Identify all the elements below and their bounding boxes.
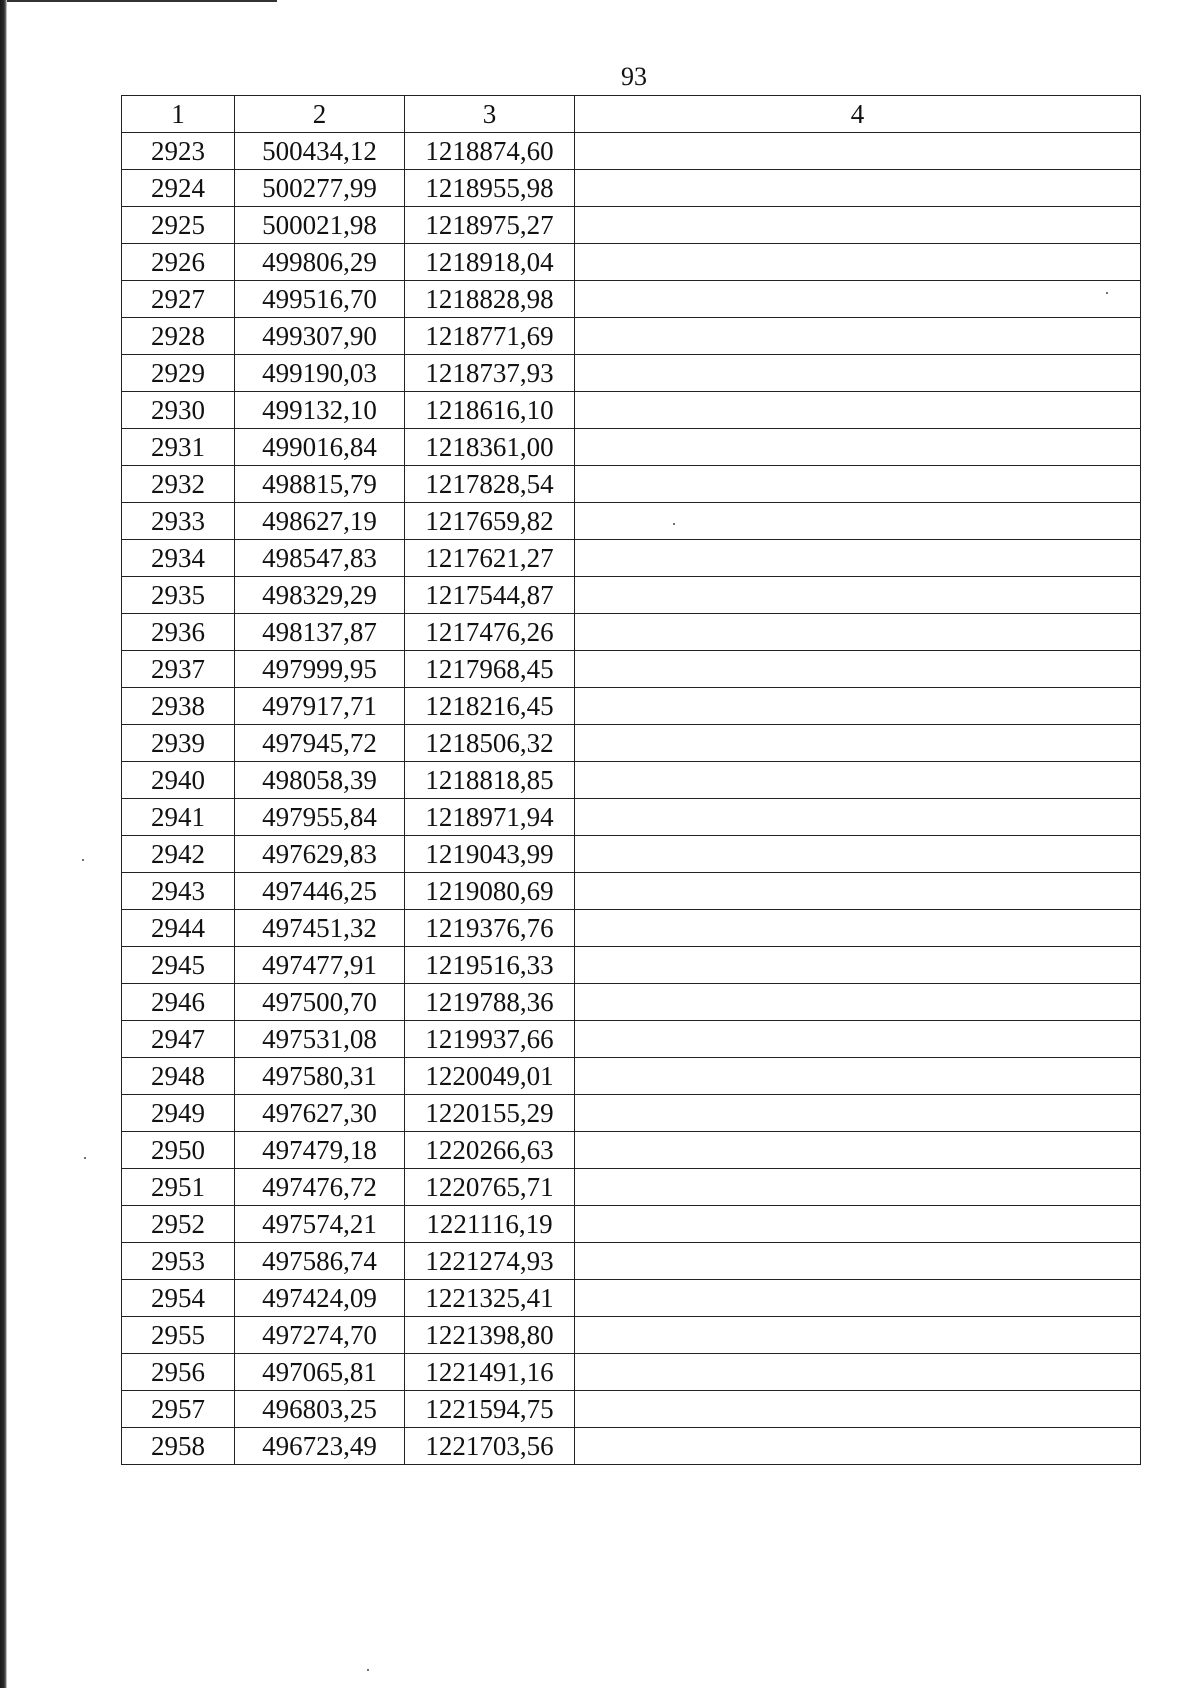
y-coordinate-cell: 1217828,54 (405, 466, 575, 503)
point-number-cell: 2942 (122, 836, 235, 873)
y-coordinate-cell: 1218818,85 (405, 762, 575, 799)
notes-cell (575, 1058, 1141, 1095)
y-coordinate-cell: 1221491,16 (405, 1354, 575, 1391)
scan-speck (1106, 292, 1108, 294)
y-coordinate-cell: 1221703,56 (405, 1428, 575, 1465)
point-number-cell: 2927 (122, 281, 235, 318)
notes-cell (575, 1095, 1141, 1132)
x-coordinate-cell: 499806,29 (235, 244, 405, 281)
x-coordinate-cell: 497580,31 (235, 1058, 405, 1095)
notes-cell (575, 984, 1141, 1021)
y-coordinate-cell: 1218918,04 (405, 244, 575, 281)
y-coordinate-cell: 1218828,98 (405, 281, 575, 318)
point-number-cell: 2933 (122, 503, 235, 540)
y-coordinate-cell: 1221116,19 (405, 1206, 575, 1243)
y-coordinate-cell: 1218874,60 (405, 133, 575, 170)
table-row (122, 392, 1141, 429)
point-number-cell: 2944 (122, 910, 235, 947)
table-row (122, 466, 1141, 503)
table-row (122, 1206, 1141, 1243)
notes-cell (575, 170, 1141, 207)
point-number-cell: 2943 (122, 873, 235, 910)
x-coordinate-cell: 497424,09 (235, 1280, 405, 1317)
notes-cell (575, 688, 1141, 725)
table-row (122, 170, 1141, 207)
y-coordinate-cell: 1217476,26 (405, 614, 575, 651)
notes-cell (575, 799, 1141, 836)
y-coordinate-cell: 1217968,45 (405, 651, 575, 688)
notes-cell (575, 873, 1141, 910)
y-coordinate-cell: 1220049,01 (405, 1058, 575, 1095)
point-number-cell: 2955 (122, 1317, 235, 1354)
x-coordinate-cell: 497955,84 (235, 799, 405, 836)
point-number-cell: 2954 (122, 1280, 235, 1317)
notes-cell (575, 1391, 1141, 1428)
scan-top-mark (7, 0, 277, 2)
table-row (122, 540, 1141, 577)
x-coordinate-cell: 499516,70 (235, 281, 405, 318)
x-coordinate-cell: 500021,98 (235, 207, 405, 244)
table-row (122, 762, 1141, 799)
point-number-cell: 2957 (122, 1391, 235, 1428)
notes-cell (575, 392, 1141, 429)
point-number-cell: 2939 (122, 725, 235, 762)
table-header-row (122, 96, 1141, 133)
scan-speck (367, 1669, 369, 1671)
y-coordinate-cell: 1221398,80 (405, 1317, 575, 1354)
y-coordinate-cell: 1218506,32 (405, 725, 575, 762)
notes-cell (575, 355, 1141, 392)
y-coordinate-cell: 1218361,00 (405, 429, 575, 466)
x-coordinate-cell: 497945,72 (235, 725, 405, 762)
table-row (122, 947, 1141, 984)
notes-cell (575, 1428, 1141, 1465)
table-row (122, 799, 1141, 836)
point-number-cell: 2956 (122, 1354, 235, 1391)
x-coordinate-cell: 497476,72 (235, 1169, 405, 1206)
y-coordinate-cell: 1218216,45 (405, 688, 575, 725)
y-coordinate-cell: 1220155,29 (405, 1095, 575, 1132)
y-coordinate-cell: 1219937,66 (405, 1021, 575, 1058)
point-number-cell: 2930 (122, 392, 235, 429)
point-number-cell: 2925 (122, 207, 235, 244)
point-number-cell: 2947 (122, 1021, 235, 1058)
table-row (122, 1354, 1141, 1391)
point-number-cell: 2950 (122, 1132, 235, 1169)
table-row (122, 1021, 1141, 1058)
table-row (122, 207, 1141, 244)
notes-cell (575, 910, 1141, 947)
notes-cell (575, 577, 1141, 614)
y-coordinate-cell: 1218971,94 (405, 799, 575, 836)
table-row (122, 836, 1141, 873)
point-number-cell: 2934 (122, 540, 235, 577)
y-coordinate-cell: 1220765,71 (405, 1169, 575, 1206)
notes-cell (575, 429, 1141, 466)
table-row (122, 429, 1141, 466)
x-coordinate-cell: 497451,32 (235, 910, 405, 947)
scan-speck (82, 859, 84, 861)
point-number-cell: 2926 (122, 244, 235, 281)
scan-speck (84, 1157, 86, 1159)
column-header-2: 2 (235, 96, 405, 133)
x-coordinate-cell: 497274,70 (235, 1317, 405, 1354)
table-row (122, 614, 1141, 651)
x-coordinate-cell: 498547,83 (235, 540, 405, 577)
y-coordinate-cell: 1221594,75 (405, 1391, 575, 1428)
notes-cell (575, 651, 1141, 688)
notes-cell (575, 1206, 1141, 1243)
point-number-cell: 2937 (122, 651, 235, 688)
x-coordinate-cell: 498058,39 (235, 762, 405, 799)
point-number-cell: 2951 (122, 1169, 235, 1206)
notes-cell (575, 244, 1141, 281)
notes-cell (575, 836, 1141, 873)
y-coordinate-cell: 1218737,93 (405, 355, 575, 392)
notes-cell (575, 318, 1141, 355)
table-row (122, 873, 1141, 910)
table-row (122, 133, 1141, 170)
table-row (122, 1317, 1141, 1354)
x-coordinate-cell: 496803,25 (235, 1391, 405, 1428)
x-coordinate-cell: 499016,84 (235, 429, 405, 466)
scan-edge-shadow (0, 0, 7, 1688)
x-coordinate-cell: 500434,12 (235, 133, 405, 170)
table-row (122, 281, 1141, 318)
x-coordinate-cell: 498329,29 (235, 577, 405, 614)
point-number-cell: 2932 (122, 466, 235, 503)
y-coordinate-cell: 1217659,82 (405, 503, 575, 540)
notes-cell (575, 1243, 1141, 1280)
x-coordinate-cell: 497500,70 (235, 984, 405, 1021)
table-row (122, 1243, 1141, 1280)
x-coordinate-cell: 499132,10 (235, 392, 405, 429)
table-row (122, 1132, 1141, 1169)
x-coordinate-cell: 497999,95 (235, 651, 405, 688)
table-row (122, 1428, 1141, 1465)
table-row (122, 318, 1141, 355)
notes-cell (575, 1169, 1141, 1206)
notes-cell (575, 503, 1141, 540)
table-row (122, 355, 1141, 392)
x-coordinate-cell: 497629,83 (235, 836, 405, 873)
notes-cell (575, 540, 1141, 577)
y-coordinate-cell: 1219788,36 (405, 984, 575, 1021)
column-header-1: 1 (122, 96, 235, 133)
y-coordinate-cell: 1219516,33 (405, 947, 575, 984)
table-row (122, 651, 1141, 688)
y-coordinate-cell: 1218955,98 (405, 170, 575, 207)
y-coordinate-cell: 1220266,63 (405, 1132, 575, 1169)
point-number-cell: 2953 (122, 1243, 235, 1280)
x-coordinate-cell: 497065,81 (235, 1354, 405, 1391)
point-number-cell: 2923 (122, 133, 235, 170)
table-row (122, 1280, 1141, 1317)
notes-cell (575, 207, 1141, 244)
notes-cell (575, 614, 1141, 651)
x-coordinate-cell: 498627,19 (235, 503, 405, 540)
x-coordinate-cell: 497479,18 (235, 1132, 405, 1169)
notes-cell (575, 1280, 1141, 1317)
point-number-cell: 2940 (122, 762, 235, 799)
table-body (122, 133, 1141, 1465)
point-number-cell: 2958 (122, 1428, 235, 1465)
x-coordinate-cell: 497917,71 (235, 688, 405, 725)
y-coordinate-cell: 1221274,93 (405, 1243, 575, 1280)
x-coordinate-cell: 498137,87 (235, 614, 405, 651)
notes-cell (575, 466, 1141, 503)
point-number-cell: 2936 (122, 614, 235, 651)
point-number-cell: 2945 (122, 947, 235, 984)
column-header-3: 3 (405, 96, 575, 133)
table-row (122, 503, 1141, 540)
x-coordinate-cell: 497446,25 (235, 873, 405, 910)
notes-cell (575, 133, 1141, 170)
x-coordinate-cell: 498815,79 (235, 466, 405, 503)
column-header-4: 4 (575, 96, 1141, 133)
y-coordinate-cell: 1218616,10 (405, 392, 575, 429)
x-coordinate-cell: 497477,91 (235, 947, 405, 984)
table-row (122, 984, 1141, 1021)
table-row (122, 910, 1141, 947)
table-row (122, 1095, 1141, 1132)
notes-cell (575, 281, 1141, 318)
scan-speck (673, 523, 675, 525)
y-coordinate-cell: 1217544,87 (405, 577, 575, 614)
table-row (122, 725, 1141, 762)
point-number-cell: 2931 (122, 429, 235, 466)
notes-cell (575, 1354, 1141, 1391)
point-number-cell: 2941 (122, 799, 235, 836)
point-number-cell: 2929 (122, 355, 235, 392)
point-number-cell: 2949 (122, 1095, 235, 1132)
y-coordinate-cell: 1219080,69 (405, 873, 575, 910)
notes-cell (575, 1317, 1141, 1354)
notes-cell (575, 725, 1141, 762)
y-coordinate-cell: 1219043,99 (405, 836, 575, 873)
point-number-cell: 2952 (122, 1206, 235, 1243)
point-number-cell: 2946 (122, 984, 235, 1021)
notes-cell (575, 947, 1141, 984)
table-row (122, 688, 1141, 725)
y-coordinate-cell: 1218771,69 (405, 318, 575, 355)
x-coordinate-cell: 497627,30 (235, 1095, 405, 1132)
point-number-cell: 2948 (122, 1058, 235, 1095)
x-coordinate-cell: 499307,90 (235, 318, 405, 355)
point-number-cell: 2928 (122, 318, 235, 355)
y-coordinate-cell: 1219376,76 (405, 910, 575, 947)
point-number-cell: 2924 (122, 170, 235, 207)
x-coordinate-cell: 496723,49 (235, 1428, 405, 1465)
table-row (122, 1391, 1141, 1428)
x-coordinate-cell: 500277,99 (235, 170, 405, 207)
table-row (122, 1169, 1141, 1206)
point-number-cell: 2938 (122, 688, 235, 725)
notes-cell (575, 762, 1141, 799)
x-coordinate-cell: 497531,08 (235, 1021, 405, 1058)
notes-cell (575, 1021, 1141, 1058)
y-coordinate-cell: 1218975,27 (405, 207, 575, 244)
y-coordinate-cell: 1217621,27 (405, 540, 575, 577)
point-number-cell: 2935 (122, 577, 235, 614)
x-coordinate-cell: 499190,03 (235, 355, 405, 392)
notes-cell (575, 1132, 1141, 1169)
table-row (122, 1058, 1141, 1095)
y-coordinate-cell: 1221325,41 (405, 1280, 575, 1317)
page-number: 93 (621, 62, 647, 91)
coordinates-table (121, 95, 1141, 1465)
table-row (122, 577, 1141, 614)
table-row (122, 244, 1141, 281)
x-coordinate-cell: 497574,21 (235, 1206, 405, 1243)
x-coordinate-cell: 497586,74 (235, 1243, 405, 1280)
